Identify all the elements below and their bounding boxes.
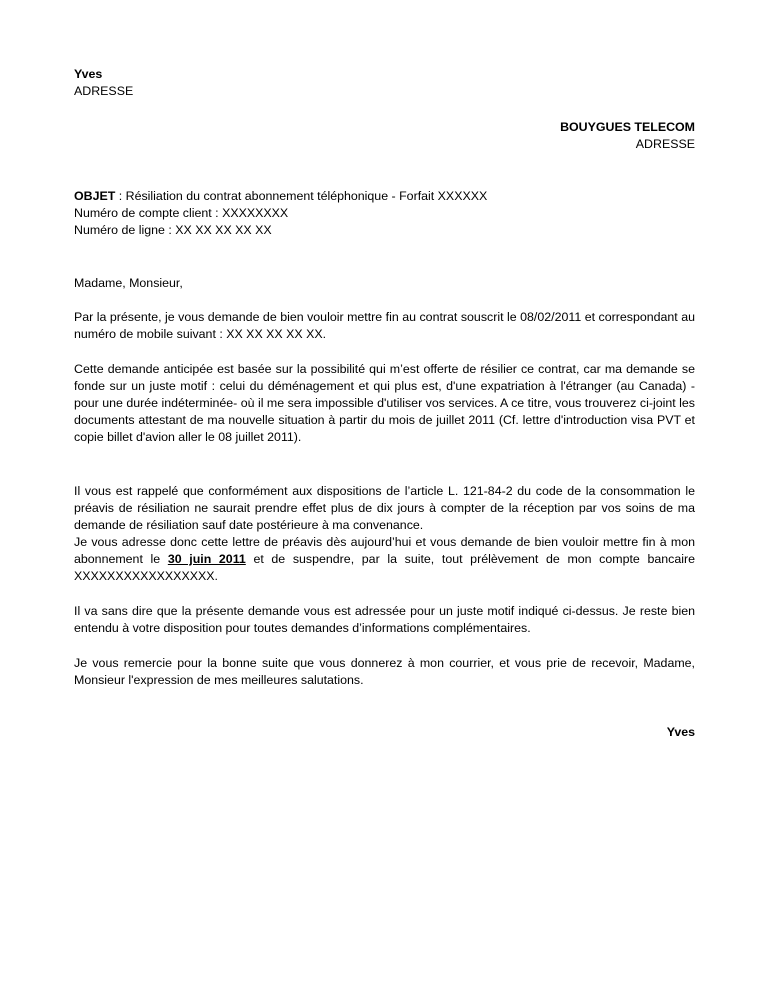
phone-number-line: Numéro de ligne : XX XX XX XX XX	[74, 223, 272, 237]
recipient-address: ADRESSE	[635, 137, 695, 151]
sender-block	[74, 66, 695, 100]
sender-name: Yves	[74, 67, 103, 81]
subject-block	[74, 188, 695, 239]
account-number-line: Numéro de compte client : XXXXXXXX	[74, 206, 289, 220]
subject-label: OBJET	[74, 189, 116, 203]
sender-address: ADRESSE	[74, 84, 134, 98]
recipient-name: BOUYGUES TELECOM	[560, 120, 695, 134]
paragraph-6: Je vous remercie pour la bonne suite que vous donnerez à mon courrier, et vous prie de recevoir, Madame, Monsieur l'expression de mes meilleures salutations.	[74, 656, 695, 687]
paragraph-4	[74, 534, 695, 585]
paragraph-4-before: Je vous adresse donc cette lettre de préavis dès aujourd’hui et vous demande de bien vouloir mettre fin à mon abonnement le	[74, 535, 695, 566]
paragraph-1: Par la présente, je vous demande de bien vouloir mettre fin au contrat souscrit le 08/02/2011 et correspondant au numéro de mobile suivant : XX XX XX XX XX.	[74, 310, 695, 341]
paragraph-2: Cette demande anticipée est basée sur la possibilité qui m’est offerte de résilier ce contrat, car ma demande se fonde sur un juste motif : celui du déménagement et qui plus est, d'une expatriation à l'étranger (au Canada) -pour une durée indéterminée- où il me sera impossible d'utiliser vos services. A ce titre, vous trouverez ci-joint les documents attestant de ma nouvelle situation à partir du mois de juillet 2011 (Cf. lettre d'introduction visa PVT et copie billet d'avion aller le 08 juillet 2011).	[74, 362, 695, 444]
paragraph-4-after: et de suspendre, par la suite, tout prélèvement de mon compte bancaire XXXXXXXXXXXXXXXXX.	[74, 552, 695, 583]
signature: Yves	[666, 725, 695, 739]
paragraph-3-4	[74, 483, 695, 585]
recipient-block	[74, 119, 695, 153]
termination-date: 30 juin 2011	[167, 552, 246, 566]
subject-text: : Résiliation du contrat abonnement téléphonique - Forfait XXXXXX	[115, 189, 488, 203]
paragraph-5: Il va sans dire que la présente demande vous est adressée pour un juste motif indiqué ci-dessus. Je reste bien entendu à votre disposition pour toutes demandes d’informations complémentaires.	[74, 604, 695, 635]
salutation: Madame, Monsieur,	[74, 276, 183, 290]
subject-line	[74, 188, 695, 205]
paragraph-3: Il vous est rappelé que conformément aux dispositions de l’article L. 121-84-2 du code de la consommation le préavis de résiliation ne saurait prendre effet plus de dix jours à compter de la réception par vos soins de ma demande de résiliation sauf date postérieure à ma convenance.	[74, 484, 695, 532]
